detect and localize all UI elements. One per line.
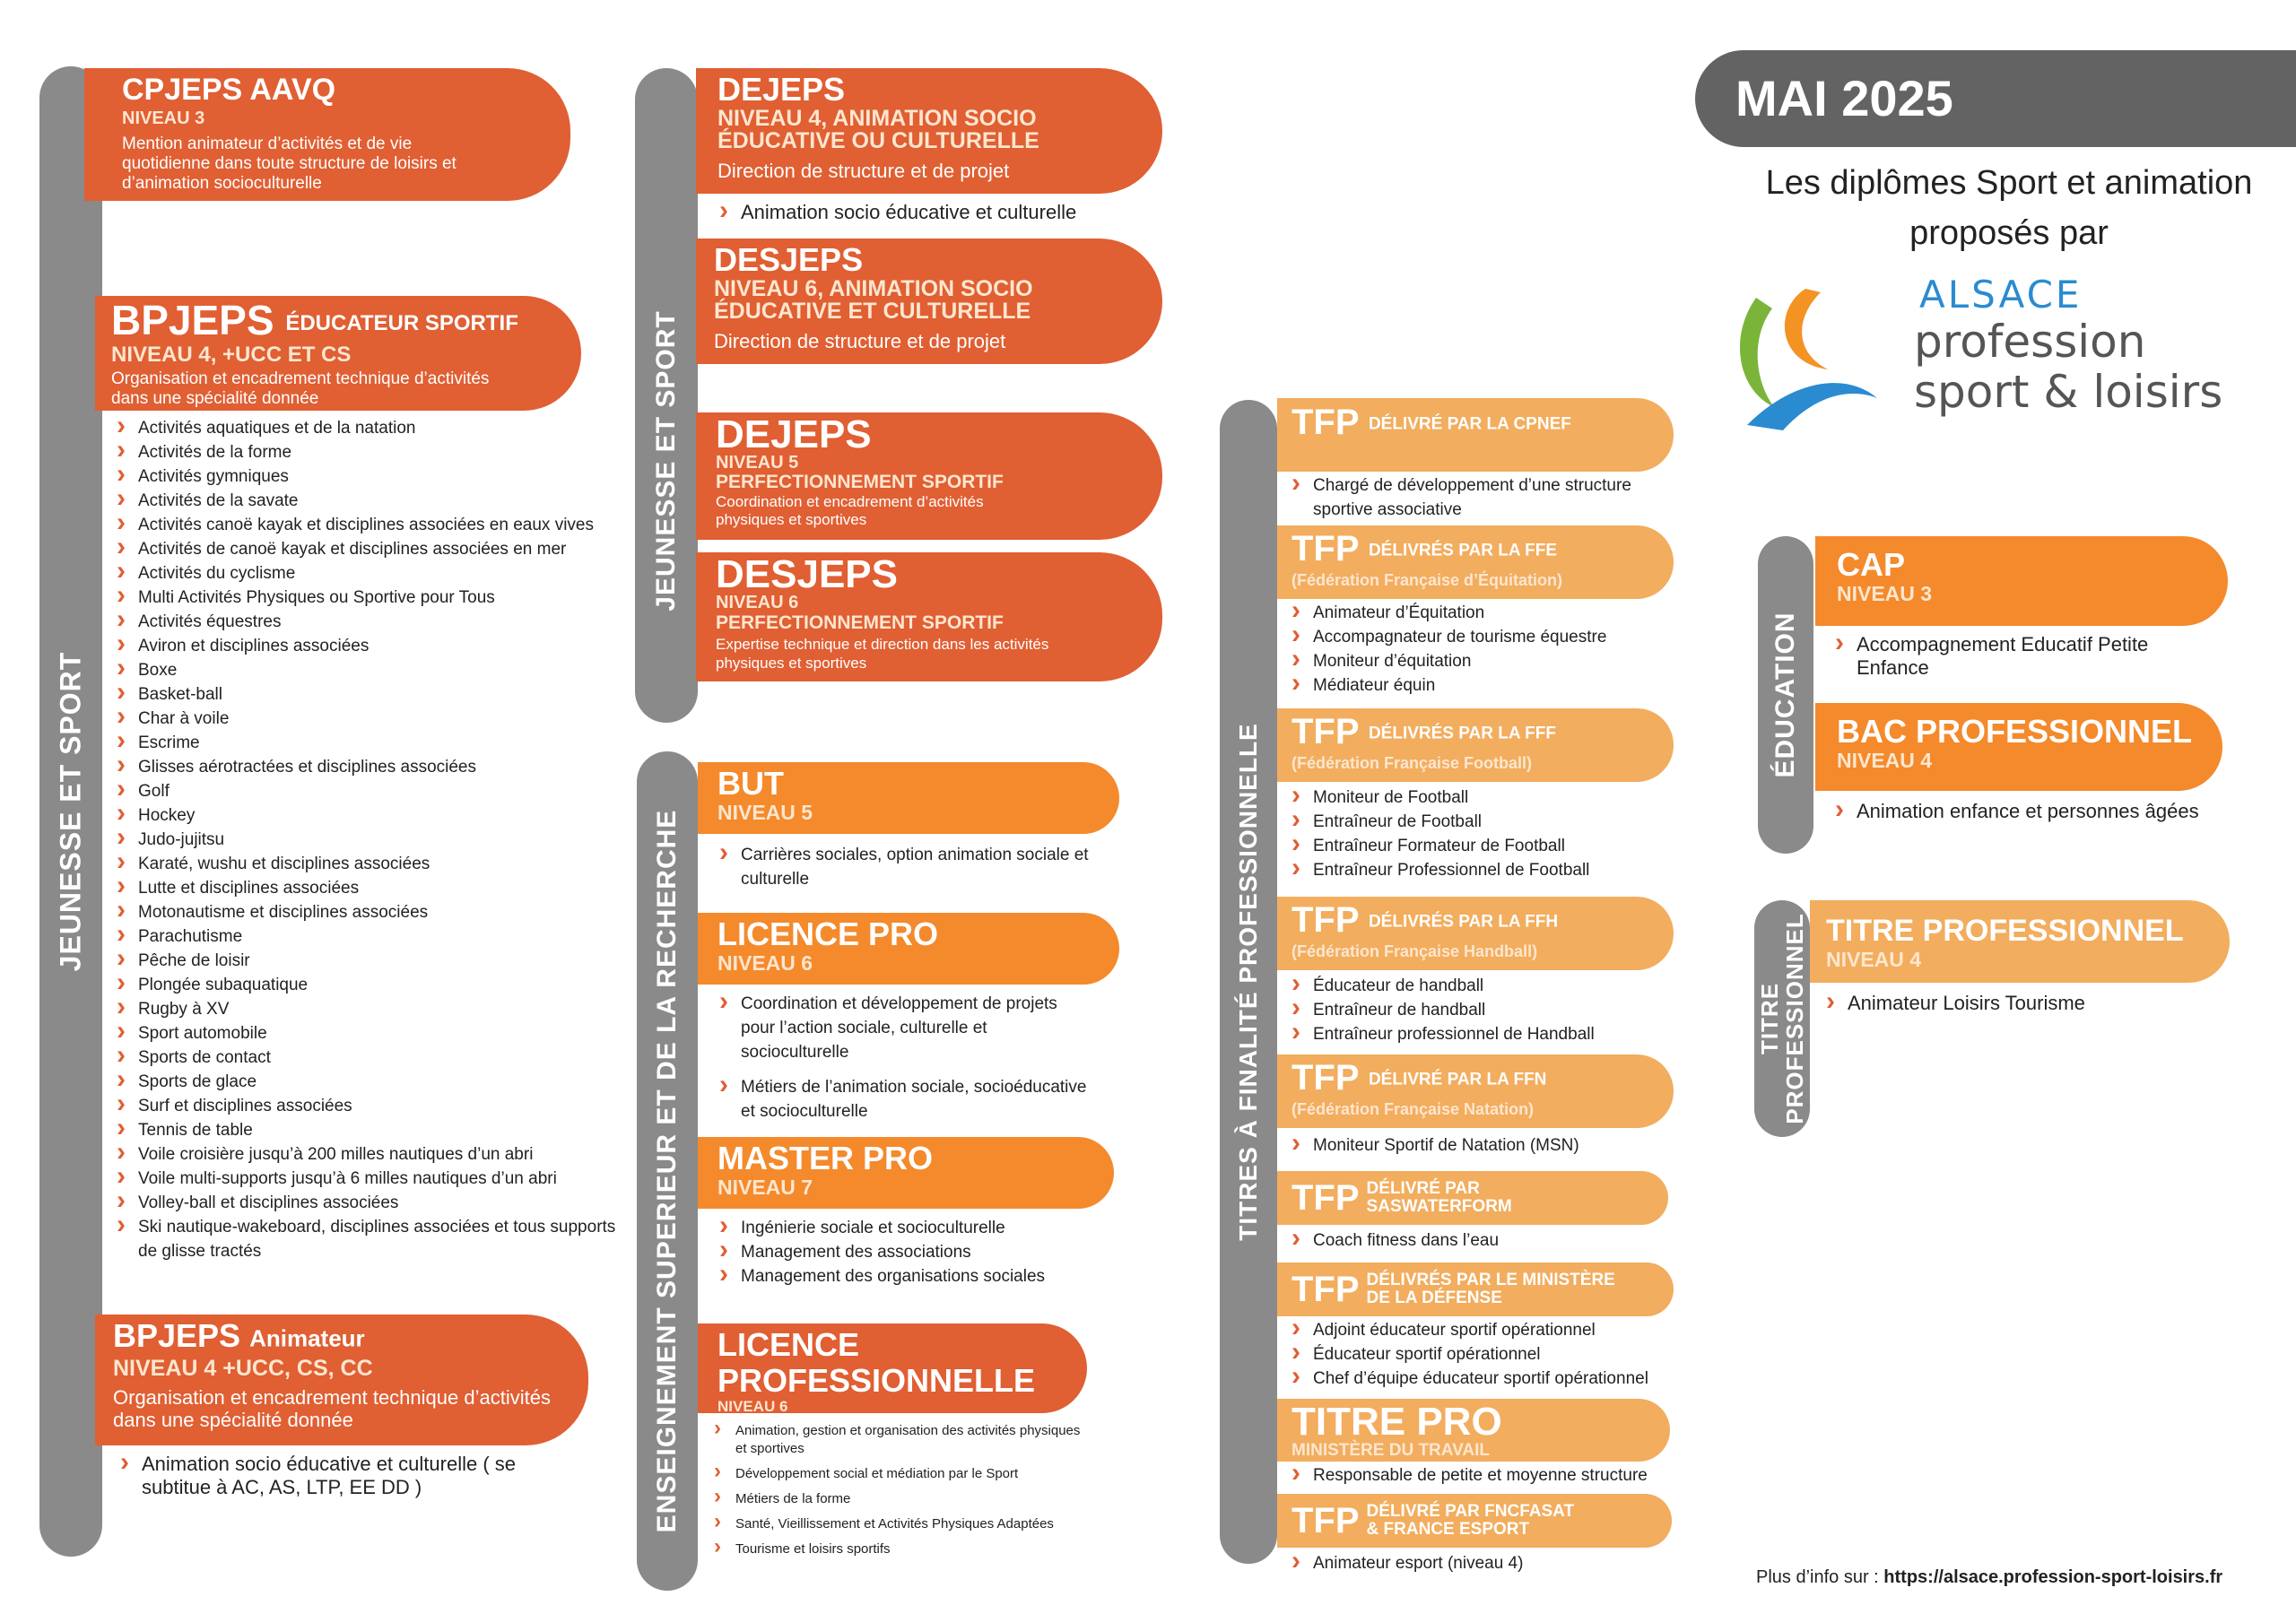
list-item: › Basket-ball bbox=[111, 682, 631, 707]
list-item: › Char à voile bbox=[111, 707, 631, 731]
bpjeps-an-title: BPJEPS Animateur bbox=[113, 1317, 365, 1354]
dejeps-sport-title: DEJEPS bbox=[716, 412, 872, 456]
list-item: › Moniteur d’équitation bbox=[1286, 649, 1681, 673]
list-item: › Animation socio éducative et culturelle ( se subtitue à AC, AS, LTP, EE DD ) bbox=[115, 1453, 581, 1499]
footer-url[interactable]: https://alsace.profession-sport-loisirs.fr bbox=[1883, 1567, 2223, 1587]
cpjeps-level: NIVEAU 3 bbox=[122, 108, 205, 128]
list-item: › Animateur d’Équitation bbox=[1286, 601, 1681, 625]
bac-list bbox=[1830, 800, 2260, 823]
list-item: › Accompagnateur de tourisme équestre bbox=[1286, 625, 1681, 649]
list-item: › Karaté, wushu et disciplines associées bbox=[111, 852, 631, 876]
logo-mark-icon bbox=[1720, 273, 1882, 434]
bar-label: ENSEIGNEMENT SUPERIEUR ET DE LA RECHERCHE bbox=[652, 809, 682, 1533]
list-item: › Activités aquatiques et de la natation bbox=[111, 416, 631, 440]
tfp-fnc-title: TFP bbox=[1292, 1501, 1360, 1540]
tfp-ffh-header bbox=[1277, 897, 1674, 970]
list-item: › Éducateur sportif opérationnel bbox=[1286, 1342, 1681, 1367]
list-item: › Escrime bbox=[111, 731, 631, 755]
tfp-ffe-sub: (Fédération Française d’Équitation) bbox=[1292, 571, 1563, 590]
list-item: › Métiers de la forme bbox=[709, 1490, 1085, 1508]
tfp-sas-header bbox=[1277, 1171, 1668, 1225]
bar-label: TITRES À FINALITÉ PROFESSIONNELLE bbox=[1234, 723, 1262, 1241]
cpjeps-title: CPJEPS AAVQ bbox=[122, 73, 336, 107]
dejeps-anim-title: DEJEPS bbox=[718, 71, 846, 108]
tfp-fnc-header bbox=[1277, 1494, 1672, 1548]
list-item: › Moniteur de Football bbox=[1286, 785, 1681, 810]
tfp-ffh-sub: (Fédération Française Handball) bbox=[1292, 942, 1538, 961]
desjeps-sport-desc: Expertise technique et direction dans les activités physiques et sportives bbox=[716, 636, 1049, 672]
bar-label: JEUNESSE ET SPORT bbox=[651, 310, 681, 612]
desjeps-sport-level2: PERFECTIONNEMENT SPORTIF bbox=[716, 612, 1004, 633]
titre-pro-list bbox=[1286, 1463, 1681, 1488]
list-item: › Sports de glace bbox=[111, 1070, 631, 1094]
tfp-ffn-title: TFP DÉLIVRÉ PAR LA FFN bbox=[1292, 1058, 1547, 1098]
tfp-fnc-inline: DÉLIVRÉ PAR FNCFASAT bbox=[1366, 1502, 1575, 1521]
desjeps-sport-level: NIVEAU 6 bbox=[716, 593, 799, 612]
but-level: NIVEAU 5 bbox=[718, 801, 813, 824]
list-item: › Lutte et disciplines associées bbox=[111, 876, 631, 900]
dejeps-sport-desc: Coordination et encadrement d’activités physiques et sportives bbox=[716, 493, 984, 528]
list-item: › Accompagnement Educatif Petite Enfance bbox=[1830, 633, 2224, 680]
bar-label: ÉDUCATION bbox=[1770, 612, 1800, 778]
list-item: › Moniteur Sportif de Natation (MSN) bbox=[1286, 1133, 1681, 1158]
list-item: › Animation enfance et personnes âgées bbox=[1830, 800, 2260, 823]
tfp-ffe-inline: DÉLIVRÉS PAR LA FFE bbox=[1368, 541, 1558, 560]
list-item: › Motonautisme et disciplines associées bbox=[111, 900, 631, 924]
list-item: › Tennis de table bbox=[111, 1118, 631, 1142]
bac-level: NIVEAU 4 bbox=[1837, 749, 1933, 772]
bar-jeunesse-sport-1 bbox=[39, 66, 102, 1557]
list-item: › Parachutisme bbox=[111, 924, 631, 949]
list-item: › Animation, gestion et organisation des activités physiques et sportives bbox=[709, 1422, 1085, 1458]
list-item: › Surf et disciplines associées bbox=[111, 1094, 631, 1118]
licence-prof-header bbox=[698, 1323, 1087, 1413]
list-item: › Rugby à XV bbox=[111, 997, 631, 1021]
master-pro-level: NIVEAU 7 bbox=[718, 1176, 813, 1199]
list-item: › Développement social et médiation par le Sport bbox=[709, 1465, 1085, 1483]
list-item: › Activités du cyclisme bbox=[111, 561, 631, 586]
list-item: › Activités de la savate bbox=[111, 489, 631, 513]
cap-header bbox=[1815, 536, 2228, 626]
titre-pro-level: MINISTÈRE DU TRAVAIL bbox=[1292, 1441, 1490, 1460]
list-item: › Éducateur de handball bbox=[1286, 974, 1681, 998]
desjeps-sport-title: DESJEPS bbox=[716, 552, 898, 596]
list-item: › Pêche de loisir bbox=[111, 949, 631, 973]
list-item: › Animation socio éducative et culturelle bbox=[714, 201, 1162, 224]
desjeps-anim-level: NIVEAU 6, ANIMATION SOCIO ÉDUCATIVE ET CULTURELLE bbox=[714, 276, 1033, 324]
list-item: › Chargé de développement d’une structure sportive associative bbox=[1286, 473, 1681, 522]
cap-level: NIVEAU 3 bbox=[1837, 582, 1933, 605]
tfp-def-header bbox=[1277, 1263, 1674, 1316]
bpjeps-an-list bbox=[115, 1453, 581, 1499]
footer-info bbox=[1756, 1567, 2222, 1588]
desjeps-anim-header bbox=[696, 239, 1162, 364]
date-banner: MAI 2025 bbox=[1695, 50, 2296, 147]
tfp-fff-header bbox=[1277, 708, 1674, 782]
logo-text-profession: profession bbox=[1914, 316, 2146, 368]
titre-prof-header bbox=[1810, 900, 2230, 983]
list-item: › Voile croisière jusqu’à 200 milles nautiques d’un abri bbox=[111, 1142, 631, 1167]
list-item: › Entraîneur Formateur de Football bbox=[1286, 834, 1681, 858]
bpjeps-an-subtitle: Animateur bbox=[249, 1324, 365, 1352]
desjeps-sport-header bbox=[696, 552, 1162, 681]
list-item: › Sports de contact bbox=[111, 1046, 631, 1070]
list-item: › Métiers de l’animation sociale, socioéducative et socioculturelle bbox=[714, 1075, 1091, 1124]
list-item: › Entraîneur Professionnel de Football bbox=[1286, 858, 1681, 882]
dejeps-sport-level2: PERFECTIONNEMENT SPORTIF bbox=[716, 472, 1004, 492]
tfp-def-inline2: DE LA DÉFENSE bbox=[1366, 1289, 1502, 1307]
list-item: › Chef d’équipe éducateur sportif opérationnel bbox=[1286, 1367, 1681, 1391]
licence-pro-level: NIVEAU 6 bbox=[718, 951, 813, 975]
tfp-fnc-inline2: & FRANCE ESPORT bbox=[1366, 1520, 1530, 1539]
but-title: BUT bbox=[718, 765, 784, 802]
list-item: › Plongée subaquatique bbox=[111, 973, 631, 997]
list-item: › Activités de la forme bbox=[111, 440, 631, 464]
list-item: › Aviron et disciplines associées bbox=[111, 634, 631, 658]
list-item: › Activités équestres bbox=[111, 610, 631, 634]
bar-titres-finalite bbox=[1220, 400, 1277, 1564]
tfp-cpnef-title: TFP DÉLIVRÉ PAR LA CPNEF bbox=[1292, 403, 1571, 442]
bar-enseignement-superieur bbox=[637, 751, 698, 1591]
list-item: › Management des associations bbox=[714, 1240, 1126, 1264]
titre-prof-title: TITRE PROFESSIONNEL bbox=[1826, 914, 2184, 948]
tfp-ffn-sub: (Fédération Française Natation) bbox=[1292, 1100, 1535, 1119]
master-pro-list bbox=[714, 1216, 1126, 1289]
list-item: › Volley-ball et disciplines associées bbox=[111, 1191, 631, 1215]
list-item: › Ingénierie sociale et socioculturelle bbox=[714, 1216, 1126, 1240]
tfp-fff-inline: DÉLIVRÉS PAR LA FFF bbox=[1368, 724, 1556, 743]
bar-education bbox=[1758, 536, 1813, 854]
master-pro-header bbox=[698, 1137, 1114, 1209]
bac-title: BAC PROFESSIONNEL bbox=[1837, 713, 2193, 750]
bar-label: TITRE PROFESSIONNEL bbox=[1756, 913, 1808, 1124]
dejeps-anim-header bbox=[696, 68, 1162, 194]
tfp-ffn-header bbox=[1277, 1054, 1674, 1128]
licence-pro-list bbox=[714, 992, 1091, 1124]
list-item: › Tourisme et loisirs sportifs bbox=[709, 1540, 1085, 1558]
titre-pro-header bbox=[1277, 1399, 1670, 1462]
tfp-ffe-title: TFP DÉLIVRÉS PAR LA FFE bbox=[1292, 529, 1558, 568]
tfp-def-inline: DÉLIVRÉS PAR LE MINISTÈRE bbox=[1366, 1271, 1615, 1289]
logo-text-sport: sport & loisirs bbox=[1914, 366, 2223, 418]
list-item: › Entraîneur professionnel de Handball bbox=[1286, 1022, 1681, 1046]
bpjeps-an-header bbox=[95, 1315, 588, 1445]
titre-prof-level: NIVEAU 4 bbox=[1826, 948, 1922, 971]
tfp-def-list bbox=[1286, 1318, 1681, 1391]
bar-label: JEUNESSE ET SPORT bbox=[54, 651, 87, 972]
tfp-fnc-list bbox=[1286, 1551, 1681, 1575]
footer-prefix: Plus d’info sur : bbox=[1756, 1567, 1884, 1587]
list-item: › Médiateur équin bbox=[1286, 673, 1681, 698]
list-item: › Hockey bbox=[111, 803, 631, 828]
titre-prof-list bbox=[1821, 992, 2215, 1015]
list-item: › Activités gymniques bbox=[111, 464, 631, 489]
tfp-sas-list bbox=[1286, 1228, 1681, 1253]
logo-text-alsace: ALSACE bbox=[1919, 273, 2083, 317]
list-item: › Coach fitness dans l’eau bbox=[1286, 1228, 1681, 1253]
dejeps-anim-list bbox=[714, 201, 1162, 224]
bar-jeunesse-sport-2 bbox=[635, 68, 698, 723]
tagline: Les diplômes Sport et animation proposés par bbox=[1765, 164, 2253, 252]
list-item: › Golf bbox=[111, 779, 631, 803]
tfp-ffn-list bbox=[1286, 1133, 1681, 1158]
bpjeps-es-desc: Organisation et encadrement technique d’activités dans une spécialité donnée bbox=[111, 369, 490, 408]
licence-pro-header bbox=[698, 913, 1119, 985]
cpjeps-desc: Mention animateur d’activités et de vie quotidienne dans toute structure de loisirs et d’animation socioculturelle bbox=[122, 134, 457, 193]
list-item: › Activités de canoë kayak et disciplines associées en mer bbox=[111, 537, 631, 561]
tfp-ffe-header bbox=[1277, 525, 1674, 599]
bpjeps-an-level: NIVEAU 4 +UCC, CS, CC bbox=[113, 1356, 373, 1382]
bac-header bbox=[1815, 703, 2222, 791]
bpjeps-es-subtitle: ÉDUCATEUR SPORTIF bbox=[285, 310, 518, 335]
but-list bbox=[714, 843, 1109, 891]
list-item: › Animateur esport (niveau 4) bbox=[1286, 1551, 1681, 1575]
list-item: › Voile multi-supports jusqu’à 6 milles nautiques d’un abri bbox=[111, 1167, 631, 1191]
dejeps-sport-level: NIVEAU 5 bbox=[716, 453, 799, 473]
tfp-ffh-inline: DÉLIVRÉS PAR LA FFH bbox=[1368, 912, 1559, 932]
list-item: › Coordination et développement de projets pour l’action sociale, culturelle et socioculturelle bbox=[714, 992, 1091, 1064]
list-item: › Management des organisations sociales bbox=[714, 1264, 1126, 1289]
list-item: › Glisses aérotractées et disciplines associées bbox=[111, 755, 631, 779]
tfp-ffn-inline: DÉLIVRÉ PAR LA FFN bbox=[1368, 1070, 1547, 1089]
list-item: › Entraîneur de handball bbox=[1286, 998, 1681, 1022]
tfp-fff-list bbox=[1286, 785, 1681, 882]
dejeps-sport-header bbox=[696, 412, 1162, 540]
cpjeps-header bbox=[84, 68, 570, 201]
tfp-def-title: TFP bbox=[1292, 1270, 1360, 1309]
cap-list bbox=[1830, 633, 2224, 680]
master-pro-title: MASTER PRO bbox=[718, 1140, 934, 1176]
tfp-cpnef-list bbox=[1286, 473, 1681, 522]
tfp-sas-title: TFP bbox=[1292, 1178, 1360, 1218]
bpjeps-an-desc: Organisation et encadrement technique d’activités dans une spécialité donnée bbox=[113, 1386, 551, 1432]
list-item: › Sport automobile bbox=[111, 1021, 631, 1046]
list-item: › Ski nautique-wakeboard, disciplines associées et tous supports de glisse tractés bbox=[111, 1215, 631, 1263]
desjeps-anim-title: DESJEPS bbox=[714, 241, 864, 278]
tfp-ffh-title: TFP DÉLIVRÉS PAR LA FFH bbox=[1292, 900, 1559, 940]
bpjeps-es-header bbox=[95, 296, 581, 411]
dejeps-anim-desc: Direction de structure et de projet bbox=[718, 160, 1010, 182]
licence-prof-title: LICENCE PROFESSIONNELLE bbox=[718, 1326, 1036, 1399]
licence-prof-level: NIVEAU 6 bbox=[718, 1398, 788, 1413]
list-item: › Santé, Vieillissement et Activités Physiques Adaptées bbox=[709, 1515, 1085, 1533]
bar-titre-professionnel bbox=[1754, 900, 1810, 1137]
cap-title: CAP bbox=[1837, 546, 1906, 583]
list-item: › Carrières sociales, option animation sociale et culturelle bbox=[714, 843, 1109, 891]
list-item: › Multi Activités Physiques ou Sportive pour Tous bbox=[111, 586, 631, 610]
logo bbox=[1720, 269, 2276, 439]
bpjeps-es-title: BPJEPS ÉDUCATEUR SPORTIF bbox=[111, 297, 518, 343]
bpjeps-es-level: NIVEAU 4, +UCC ET CS bbox=[111, 342, 352, 367]
dejeps-anim-level: NIVEAU 4, ANIMATION SOCIO ÉDUCATIVE OU CULTURELLE bbox=[718, 106, 1039, 153]
list-item: › Animateur Loisirs Tourisme bbox=[1821, 992, 2215, 1015]
tfp-sas-inline2: SASWATERFORM bbox=[1366, 1197, 1512, 1216]
bpjeps-es-list bbox=[111, 416, 631, 1263]
titre-pro-title: TITRE PRO bbox=[1292, 1400, 1502, 1444]
list-item: › Activités canoë kayak et disciplines associées en eaux vives bbox=[111, 513, 631, 537]
tfp-fff-title: TFP DÉLIVRÉS PAR LA FFF bbox=[1292, 712, 1556, 751]
licence-prof-list bbox=[709, 1422, 1085, 1566]
list-item: › Judo-jujitsu bbox=[111, 828, 631, 852]
list-item: › Adjoint éducateur sportif opérationnel bbox=[1286, 1318, 1681, 1342]
list-item: › Entraîneur de Football bbox=[1286, 810, 1681, 834]
tfp-ffh-list bbox=[1286, 974, 1681, 1046]
tfp-ffe-list bbox=[1286, 601, 1681, 698]
licence-pro-title: LICENCE PRO bbox=[718, 915, 939, 952]
desjeps-anim-desc: Direction de structure et de projet bbox=[714, 330, 1006, 352]
tfp-cpnef-header bbox=[1277, 398, 1674, 472]
tfp-fff-sub: (Fédération Française Football) bbox=[1292, 754, 1533, 773]
tfp-sas-inline: DÉLIVRÉ PAR bbox=[1366, 1179, 1480, 1198]
list-item: › Responsable de petite et moyenne structure bbox=[1286, 1463, 1681, 1488]
tfp-cpnef-inline: DÉLIVRÉ PAR LA CPNEF bbox=[1368, 414, 1571, 434]
but-header bbox=[698, 762, 1119, 834]
list-item: › Boxe bbox=[111, 658, 631, 682]
